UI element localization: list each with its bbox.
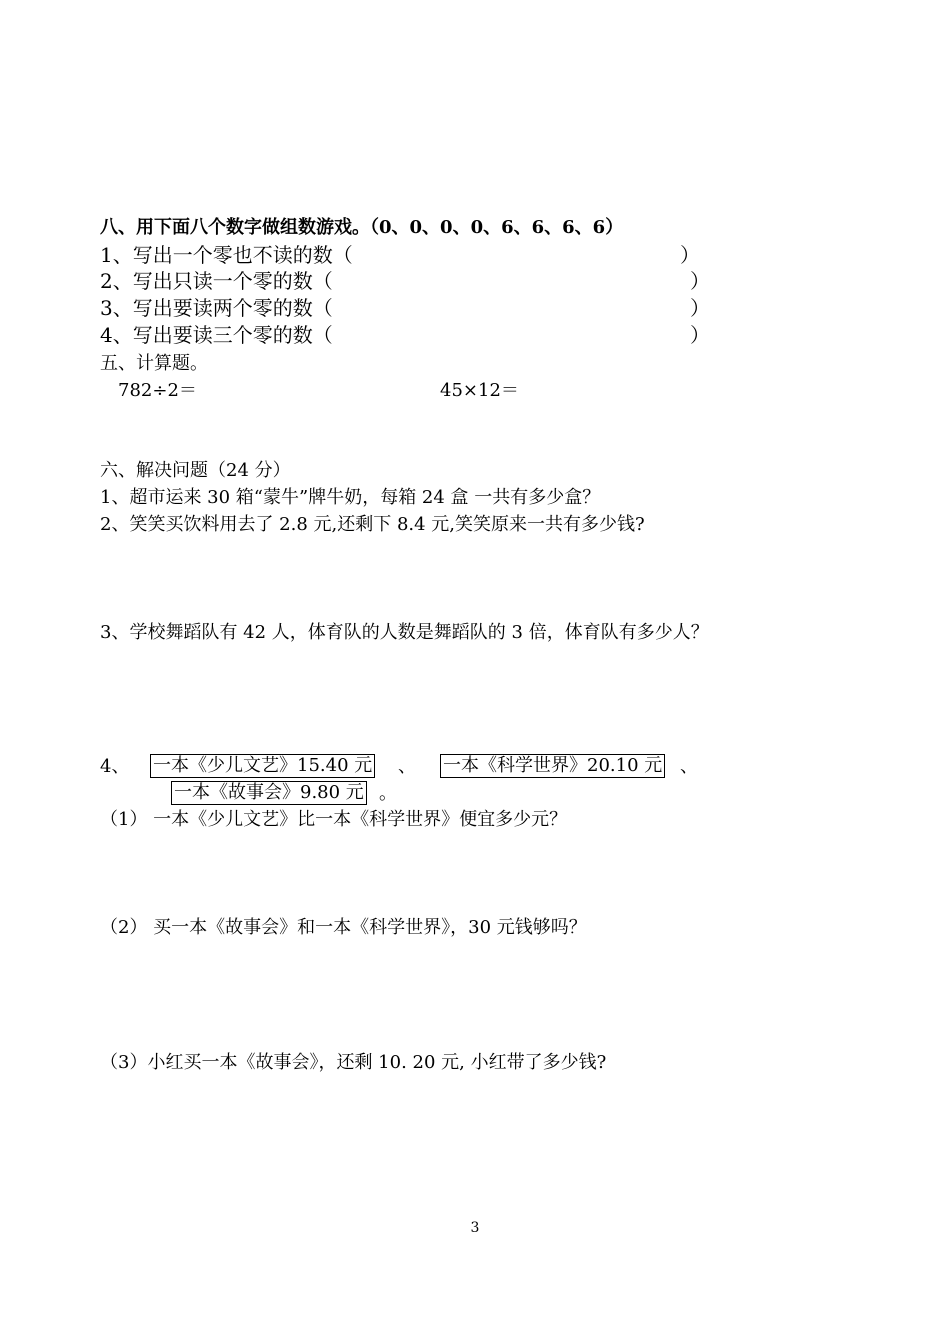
separator-1: 、 bbox=[398, 756, 416, 777]
book-box-2: 一本《科学世界》20.10 元 bbox=[440, 754, 665, 778]
section5-heading: 五、计算题。 bbox=[100, 353, 208, 374]
section8-item-1-close: ） bbox=[680, 243, 700, 267]
book-box-1: 一本《少儿文艺》15.40 元 bbox=[150, 754, 375, 778]
question-4-end: 。 bbox=[379, 783, 397, 804]
question-2: 2、笑笑买饮料用去了 2.8 元,还剩下 8.4 元,笑笑原来一共有多少钱? bbox=[100, 514, 645, 535]
sub-question-3: （3）小红买一本《故事会》，还剩 10. 20 元, 小红带了多少钱? bbox=[100, 1052, 607, 1073]
calc-1: 782÷2＝ bbox=[118, 380, 197, 401]
section8-item-2: 2、写出只读一个零的数（ bbox=[100, 269, 333, 293]
section8-item-1: 1、写出一个零也不读的数（ bbox=[100, 243, 353, 267]
section6-heading: 六、解决问题（24 分） bbox=[100, 460, 291, 481]
section8-heading: 八、用下面八个数字做组数游戏。（0、0、0、0、6、6、6、6） bbox=[100, 217, 624, 238]
sub-question-2: （2） 买一本《故事会》和一本《科学世界》，30 元钱够吗？ bbox=[100, 917, 587, 938]
calc-2: 45×12＝ bbox=[440, 380, 519, 401]
section8-item-3: 3、写出要读两个零的数（ bbox=[100, 296, 333, 320]
sub-question-1: （1） 一本《少儿文艺》比一本《科学世界》便宜多少元？ bbox=[100, 809, 568, 830]
book-box-3: 一本《故事会》9.80 元 bbox=[171, 781, 367, 805]
section8-item-4-close: ） bbox=[690, 323, 710, 347]
question-3: 3、学校舞蹈队有 42 人，体育队的人数是舞蹈队的 3 倍，体育队有多少人？ bbox=[100, 622, 709, 643]
page-number: 3 bbox=[470, 1220, 480, 1236]
section8-item-3-close: ） bbox=[690, 296, 710, 320]
section8-item-2-close: ） bbox=[690, 269, 710, 293]
section8-item-4: 4、写出要读三个零的数（ bbox=[100, 323, 333, 347]
separator-2: 、 bbox=[680, 756, 698, 777]
question-4-label: 4、 bbox=[100, 756, 130, 777]
question-1: 1、超市运来 30 箱“蒙牛”牌牛奶，每箱 24 盒 一共有多少盒？ bbox=[100, 487, 601, 508]
